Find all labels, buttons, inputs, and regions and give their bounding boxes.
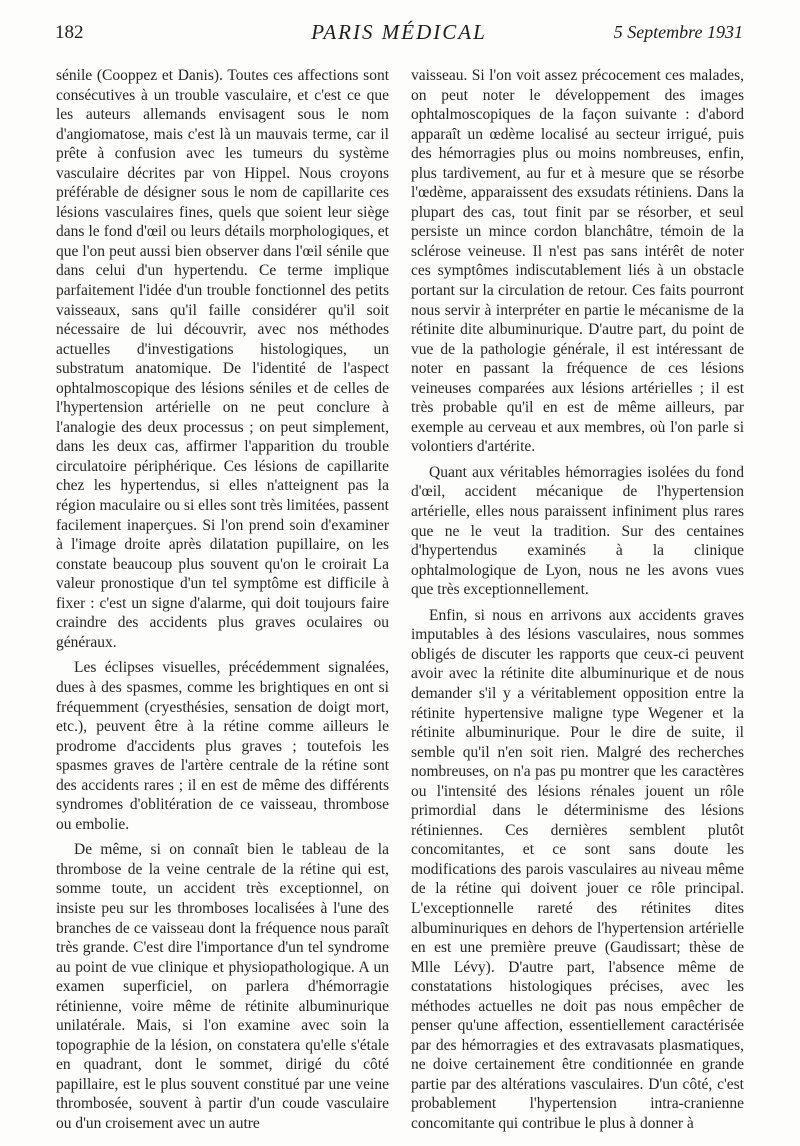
journal-title: PARIS MÉDICAL xyxy=(311,20,487,44)
running-header xyxy=(55,18,743,50)
paragraph: vaisseau. Si l'on voit assez précocement ces malades, on peut noter le développement des images ophtalmoscopiques de la façon suivante : d'abord apparaît un œdème localisé au secteur irrigué, puis des hémorragies plus ou moins nombreuses, enfin, plus tardivement, au fur et à mesure que se résorbe l'œdème, apparaissent des exsudats rétiniens. Dans la plupart des cas, tout finit par se résorber, et seul persiste un mince cordon blanchâtre, témoin de la sclérose veineuse. Il n'est pas sans intérêt de noter ces symptômes indiscutablement liés à un obstacle portant sur la circulation de retour. Ces faits pourront nous servir à interpréter en partie le mécanisme de la rétinite dite albuminurique. D'autre part, du point de vue de la pathologie générale, il est intéressant de noter en passant la fréquence de ces lésions veineuses comparées aux lésions artérielles ; il est très probable qu'il en est de même ailleurs, par exemple au cerveau et aux membres, où l'on parle si volontiers d'artérite. xyxy=(411,67,744,456)
right-column xyxy=(411,66,744,1134)
paragraph: Quant aux véritables hémorragies isolées du fond d'œil, accident mécanique de l'hypertension artérielle, elles nous paraissent infiniment plus rares que ne le veut la tradition. Sur des centaines d'hypertendus examinés à la clinique ophtalmologique de Lyon, nous ne les avons vues que très exceptionnellement. xyxy=(411,463,744,599)
left-column xyxy=(56,66,389,1134)
paragraph: De même, si on connaît bien le tableau de la thrombose de la veine centrale de la rétine qui est, somme toute, un accident très exceptionnel, on insiste peu sur les thromboses localisées à l'une des branches de ce vaisseau dont la fréquence nous paraît très grande. C'est dire l'importance d'un tel syndrome au point de vue clinique et physiopathologique. A un examen superficiel, on parlera d'hémorragie rétinienne, voire même de rétinite albuminurique unilatérale. Mais, si l'on examine avec soin la topographie de la lésion, on constatera qu'elle s'étale en quadrant, dont le sommet, dirigé du côté papillaire, est le plus souvent constitué par une veine thrombosée, souvent à partir d'un coude vasculaire ou d'un croisement avec un autre xyxy=(56,841,389,1132)
paragraph: Enfin, si nous en arrivons aux accidents graves imputables à des lésions vasculaires, nous sommes obligés de discuter les rapports que ceux-ci peuvent avoir avec la rétinite dite albuminurique et de nous demander s'il y a véritablement opposition entre la rétinite hypertensive maligne type Wegener et la rétinite albuminurique. Pour le dire de suite, il semble qu'il n'en soit rien. Malgré des recherches nombreuses, on n'a pas pu montrer que les caractères ou l'intensité des lésions rénales jouent un rôle primordial dans le déterminisme des lésions rétiniennes. Ces dernières semblent plutôt concomitantes, et ce sont sans doute les modifications des parois vasculaires au niveau même de la rétine qui doivent jouer ce rôle principal. L'exceptionnelle rareté des rétinites dites albuminuriques en dehors de l'hypertension artérielle en est une première preuve (Gaudissart; thèse de Mlle Lévy). D'autre part, l'absence même de constatations histologiques précises, avec les méthodes actuelles ne doit pas nous empêcher de penser qu'une affection, essentiellement caractérisée par des hémorragies et des extravasats plasmatiques, ne doive certainement être conditionnée en grande partie par des altérations vasculaires. D'un côté, c'est probablement l'hypertension intra-cranienne concomitante qui contribue le plus à donner à xyxy=(411,606,744,1132)
page-number: 182 xyxy=(55,22,84,43)
paragraph: Les éclipses visuelles, précédemment signalées, dues à des spasmes, comme les brightiques en ont si fréquemment (cryesthésies, sensation de doigt mort, etc.), peuvent être à la rétine comme ailleurs le prodrome d'accidents plus graves ; toutefois les spasmes graves de l'artère centrale de la rétine sont des accidents rares ; il en est de même des différents syndromes d'oblitération de ce vaisseau, thrombose ou embolie. xyxy=(56,659,389,833)
issue-date: 5 Septembre 1931 xyxy=(613,22,743,42)
paragraph: sénile (Cooppez et Danis). Toutes ces affections sont consécutives à un trouble vasculaire, et c'est ce que les auteurs allemands envisagent sous le nom d'angiomatose, mais c'est là un mauvais terme, car il prête à confusion avec les tumeurs du système vasculaire décrites par von Hippel. Nous croyons préférable de désigner sous le nom de capillarite ces lésions vasculaires fines, quels que soient leur siège dans le fond d'œil ou leurs détails morphologiques, et que l'on peut aussi bien observer dans l'œil sénile que dans celui d'un hypertendu. Ce terme implique parfaitement l'idée d'un trouble fonctionnel des petits vaisseaux, sans qu'il faille considérer qu'il soit nécessaire de lui découvrir, avec nos méthodes actuelles d'investigations histologiques, un substratum anatomique. De l'identité de l'aspect ophtalmoscopique des lésions séniles et de celles de l'hypertension artérielle on ne peut conclure à l'analogie des deux processus ; on peut simplement, dans les deux cas, affirmer l'apparition du trouble circulatoire périphérique. Ces lésions de capillarite chez les hypertendus, si elles n'atteignent pas la région maculaire ou si elles sont très limitées, passent facilement inaperçues. Si l'on prend soin d'examiner à l'image droite après dilatation pupillaire, on les constate beaucoup plus souvent qu'on le croirait La valeur pronostique d'un tel symptôme est difficile à fixer : c'est un signe d'alarme, qui doit toujours faire craindre des accidents plus graves oculaires ou généraux. xyxy=(56,67,389,651)
